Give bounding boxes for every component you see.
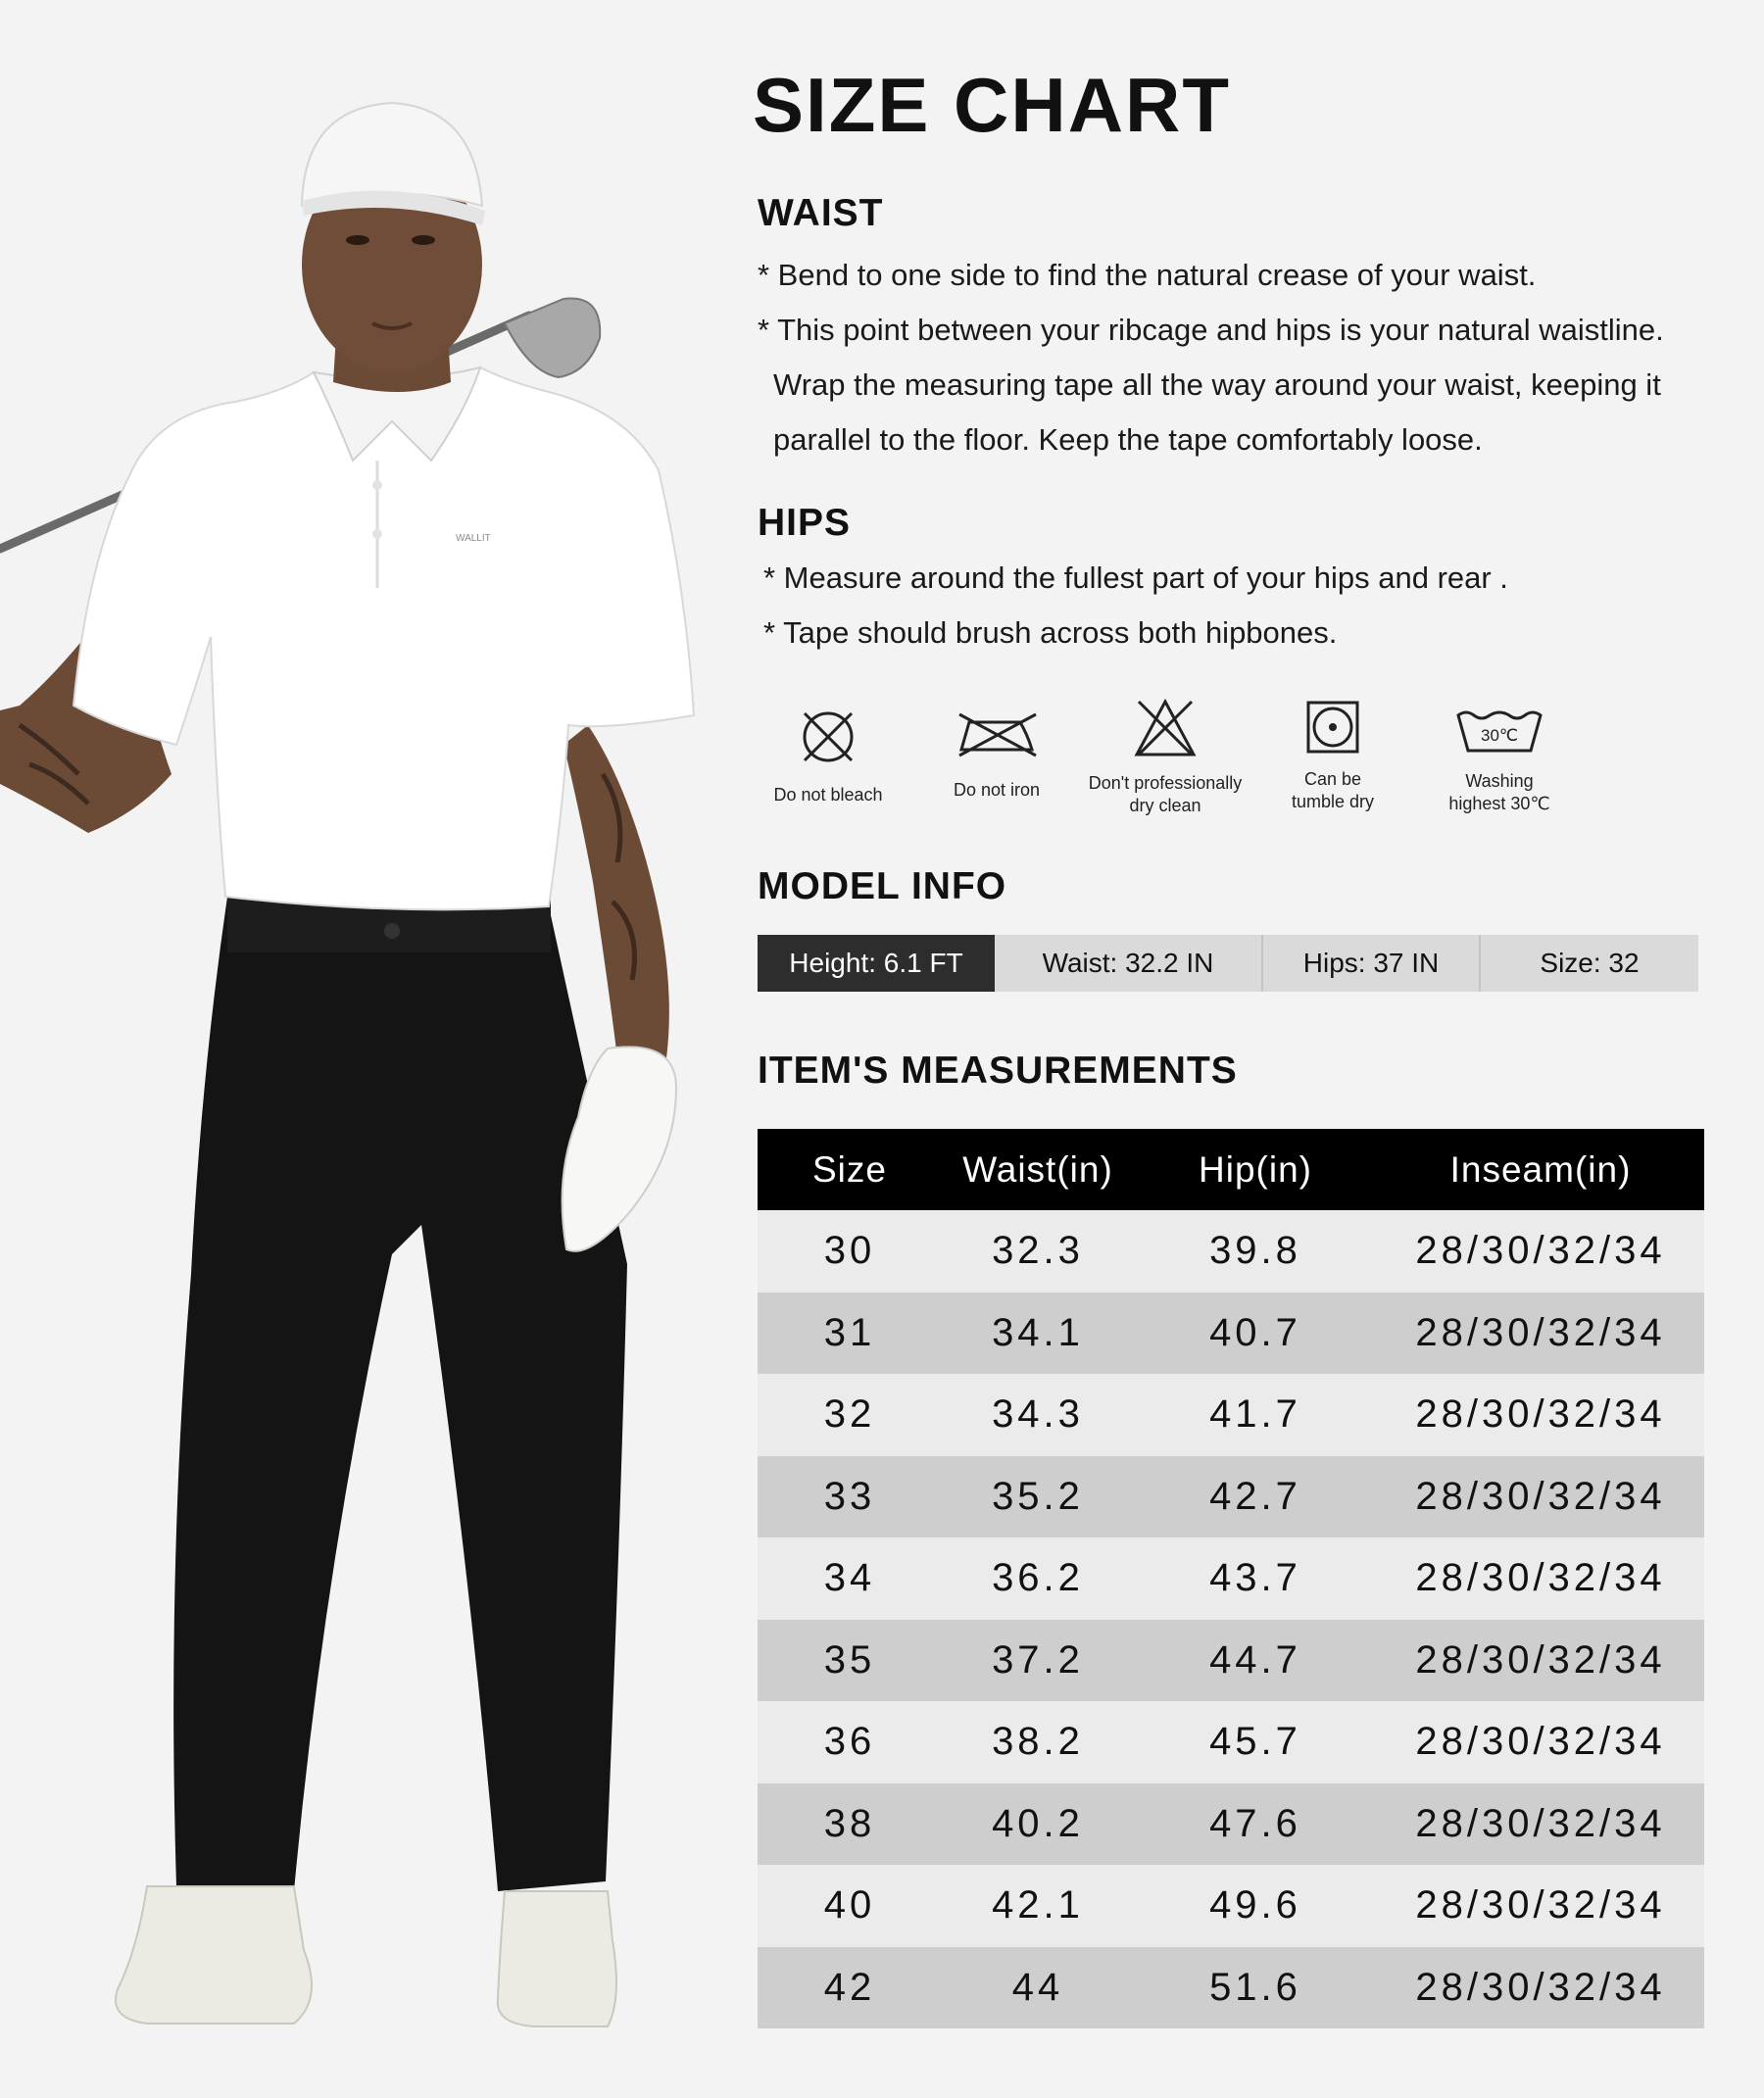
size-cell: 31: [758, 1293, 942, 1375]
table-row: [758, 1620, 1704, 1702]
measurements-heading: ITEM'S MEASUREMENTS: [758, 1049, 1238, 1092]
pants-button: [384, 923, 400, 939]
tumble-dry-icon: [1305, 700, 1360, 755]
table-row: [758, 1865, 1704, 1947]
inseam-cell: 28/30/32/34: [1377, 1456, 1704, 1538]
hip-cell: 43.7: [1134, 1537, 1377, 1620]
table-row: [758, 1701, 1704, 1783]
care-no-dry-clean: [1078, 698, 1252, 817]
model-waist: Waist: 32.2 IN: [995, 935, 1263, 992]
waist-cell: 38.2: [942, 1701, 1134, 1783]
model-info-heading: MODEL INFO: [758, 865, 1007, 907]
inseam-cell: 28/30/32/34: [1377, 1865, 1704, 1947]
size-cell: 34: [758, 1537, 942, 1620]
column-header: Waist(in): [942, 1129, 1134, 1210]
size-cell: 36: [758, 1701, 942, 1783]
care-label: tumble dry: [1291, 792, 1375, 811]
no-iron-icon: [956, 710, 1038, 759]
waist-cell: 42.1: [942, 1865, 1134, 1947]
inseam-cell: 28/30/32/34: [1377, 1537, 1704, 1620]
column-header: Hip(in): [1134, 1129, 1377, 1210]
hip-cell: 42.7: [1134, 1456, 1377, 1538]
inseam-cell: 28/30/32/34: [1377, 1783, 1704, 1866]
care-no-iron: [923, 710, 1070, 802]
table-header-row: [758, 1129, 1704, 1210]
waist-cell: 32.3: [942, 1210, 1134, 1293]
wash-tub-label: 30℃: [1480, 726, 1519, 745]
wash-30-icon: [1454, 707, 1544, 755]
model-size: Size: 32: [1481, 935, 1698, 992]
model-hips: Hips: 37 IN: [1263, 935, 1481, 992]
care-tumble-dry: [1264, 700, 1401, 813]
hip-cell: 39.8: [1134, 1210, 1377, 1293]
care-label: Don't professionally: [1088, 773, 1243, 793]
waist-line-4: parallel to the floor. Keep the tape comfortably loose.: [773, 422, 1483, 457]
size-cell: 42: [758, 1947, 942, 2029]
left-shoe: [116, 1886, 312, 2024]
inseam-cell: 28/30/32/34: [1377, 1293, 1704, 1375]
table-row: [758, 1537, 1704, 1620]
waist-cell: 34.1: [942, 1293, 1134, 1375]
hip-cell: 41.7: [1134, 1374, 1377, 1456]
care-label: Washing: [1465, 771, 1534, 791]
size-cell: 35: [758, 1620, 942, 1702]
column-header: Inseam(in): [1377, 1129, 1704, 1210]
model-height: Height: 6.1 FT: [758, 935, 995, 992]
care-label: Do not iron: [953, 780, 1041, 800]
pants: [173, 891, 627, 1891]
care-label: Do not bleach: [773, 785, 883, 805]
no-dry-clean-icon: [1133, 698, 1198, 758]
hips-instructions: [763, 551, 1743, 660]
shirt-logo: WALLIT: [456, 533, 491, 544]
waist-instructions: [758, 248, 1738, 467]
hip-cell: 44.7: [1134, 1620, 1377, 1702]
waist-line-3: Wrap the measuring tape all the way around your waist, keeping it: [773, 367, 1661, 402]
care-wash-30: [1431, 707, 1568, 815]
column-header: Size: [758, 1129, 942, 1210]
right-shoe: [498, 1891, 616, 2026]
size-cell: 40: [758, 1865, 942, 1947]
model-info-bar: [758, 935, 1698, 992]
hips-heading: HIPS: [758, 502, 852, 544]
table-row: [758, 1374, 1704, 1456]
waist-cell: 37.2: [942, 1620, 1134, 1702]
golf-club-head: [505, 299, 600, 378]
inseam-cell: 28/30/32/34: [1377, 1374, 1704, 1456]
hips-line-2: * Tape should brush across both hipbones.: [763, 615, 1338, 650]
waist-cell: 35.2: [942, 1456, 1134, 1538]
table-row: [758, 1947, 1704, 2029]
measurements-table: [758, 1129, 1704, 2028]
hip-cell: 51.6: [1134, 1947, 1377, 2029]
right-arm: [564, 725, 669, 1058]
hip-cell: 45.7: [1134, 1701, 1377, 1783]
inseam-cell: 28/30/32/34: [1377, 1210, 1704, 1293]
care-label: Can be: [1303, 769, 1362, 789]
care-label: highest 30℃: [1448, 794, 1550, 813]
table-row: [758, 1456, 1704, 1538]
hip-cell: 47.6: [1134, 1783, 1377, 1866]
waist-line-2: * This point between your ribcage and hips is your natural waistline.: [758, 313, 1664, 347]
table-body: [758, 1210, 1704, 2028]
size-cell: 32: [758, 1374, 942, 1456]
inseam-cell: 28/30/32/34: [1377, 1947, 1704, 2029]
waist-line-1: * Bend to one side to find the natural crease of your waist.: [758, 258, 1537, 292]
size-cell: 30: [758, 1210, 942, 1293]
cap: [302, 103, 482, 206]
inseam-cell: 28/30/32/34: [1377, 1620, 1704, 1702]
waist-cell: 36.2: [942, 1537, 1134, 1620]
size-cell: 33: [758, 1456, 942, 1538]
table-row: [758, 1783, 1704, 1866]
waist-cell: 44: [942, 1947, 1134, 2029]
size-cell: 38: [758, 1783, 942, 1866]
hip-cell: 49.6: [1134, 1865, 1377, 1947]
table-row: [758, 1293, 1704, 1375]
hips-line-1: * Measure around the fullest part of your hips and rear .: [763, 561, 1508, 595]
waist-cell: 34.3: [942, 1374, 1134, 1456]
hip-cell: 40.7: [1134, 1293, 1377, 1375]
care-no-bleach: [755, 707, 902, 806]
page-title: SIZE CHART: [753, 62, 1231, 148]
waist-heading: WAIST: [758, 192, 884, 234]
model-photo: [0, 78, 745, 2058]
care-label: dry clean: [1129, 796, 1201, 815]
inseam-cell: 28/30/32/34: [1377, 1701, 1704, 1783]
table-row: [758, 1210, 1704, 1293]
no-bleach-icon: [799, 707, 858, 766]
waist-cell: 40.2: [942, 1783, 1134, 1866]
